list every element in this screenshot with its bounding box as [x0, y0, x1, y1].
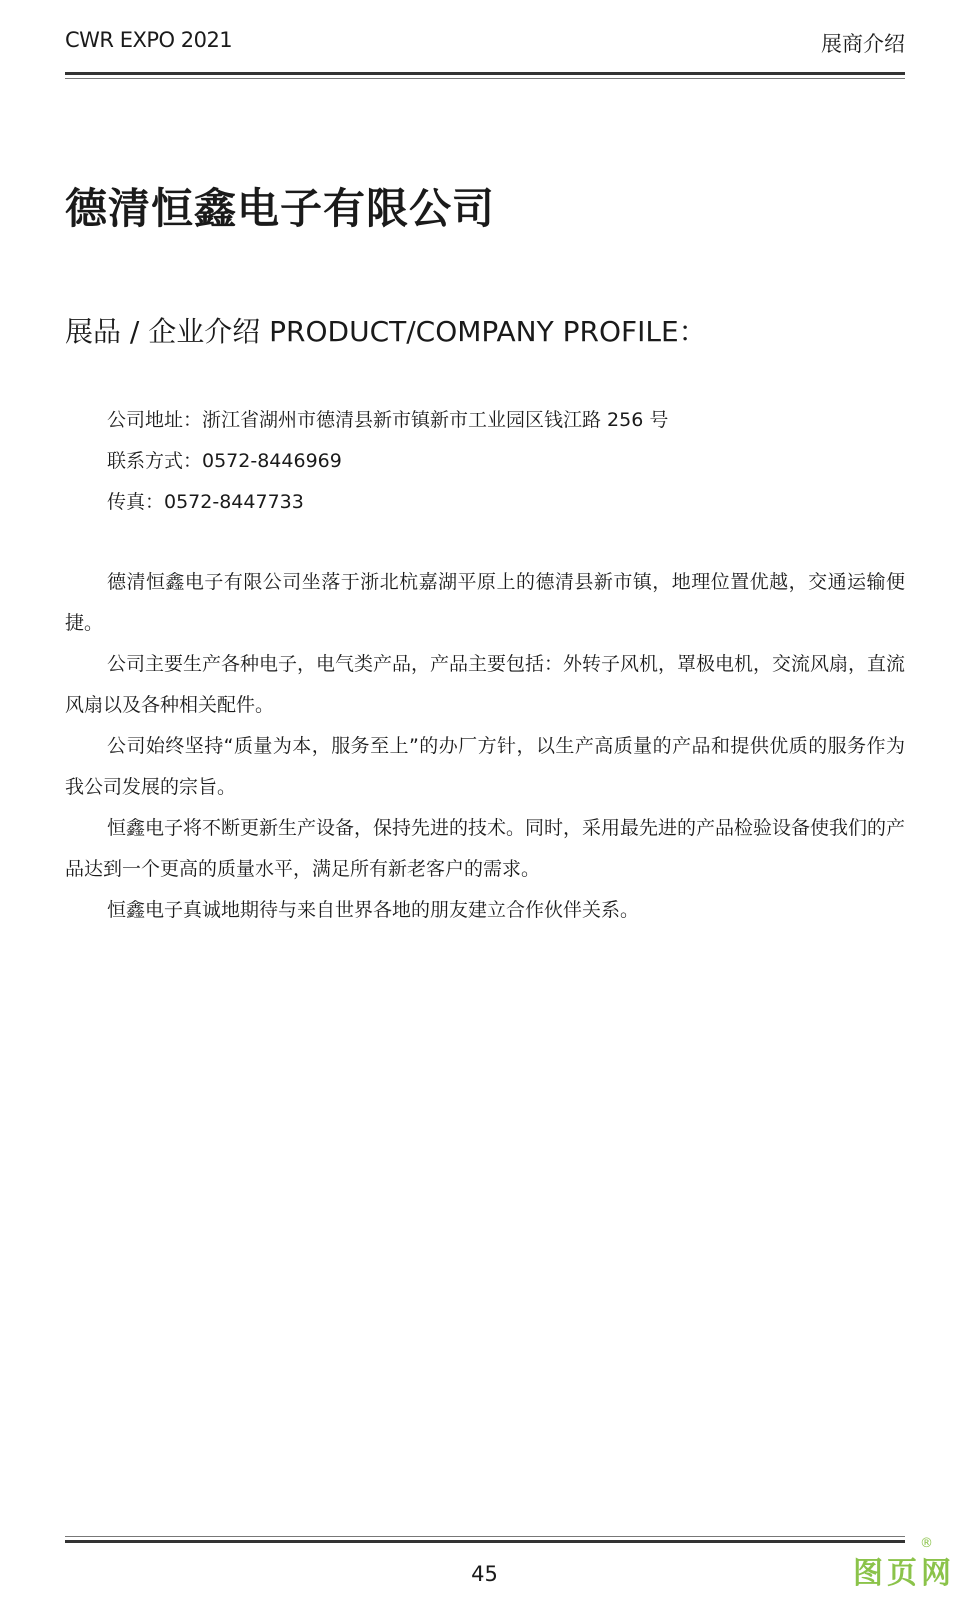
registered-mark-icon: ®	[920, 1536, 933, 1551]
description-paragraph: 公司主要生产各种电子，电气类产品，产品主要包括：外转子风机，罩极电机，交流风扇，直流风扇以及各种相关配件。	[65, 653, 906, 716]
profile-heading: 展品 / 企业介绍 PRODUCT/COMPANY PROFILE：	[65, 315, 707, 348]
page-header	[65, 28, 905, 58]
watermark-logo	[853, 1536, 955, 1592]
description-paragraph: 恒鑫电子将不断更新生产设备，保持先进的技术。同时，采用最先进的产品检验设备使我们的产品达到一个更高的质量水平，满足所有新老客户的需求。	[65, 817, 906, 880]
expo-brand: CWR EXPO 2021	[65, 28, 233, 52]
header-divider	[65, 72, 905, 79]
footer-divider	[65, 1536, 905, 1543]
description-paragraph: 恒鑫电子真诚地期待与来自世界各地的朋友建立合作伙伴关系。	[107, 899, 640, 921]
company-fax: 传真：0572-8447733	[107, 491, 304, 513]
description-paragraph: 公司始终坚持“质量为本，服务至上”的办厂方针，以生产高质量的产品和提供优质的服务作为我公司发展的宗旨。	[65, 735, 905, 798]
company-description	[65, 562, 905, 931]
watermark-text: 图页网	[853, 1556, 955, 1591]
section-title: 展商介绍	[821, 32, 905, 56]
page-number: 45	[471, 1562, 498, 1586]
company-name: 德清恒鑫电子有限公司	[65, 184, 496, 233]
company-address: 公司地址：浙江省湖州市德清县新市镇新市工业园区钱江路 256 号	[107, 409, 669, 431]
description-paragraph: 德清恒鑫电子有限公司坐落于浙北杭嘉湖平原上的德清县新市镇，地理位置优越，交通运输便捷。	[65, 571, 905, 634]
contact-info	[107, 400, 668, 523]
company-phone: 联系方式：0572-8446969	[107, 450, 342, 472]
